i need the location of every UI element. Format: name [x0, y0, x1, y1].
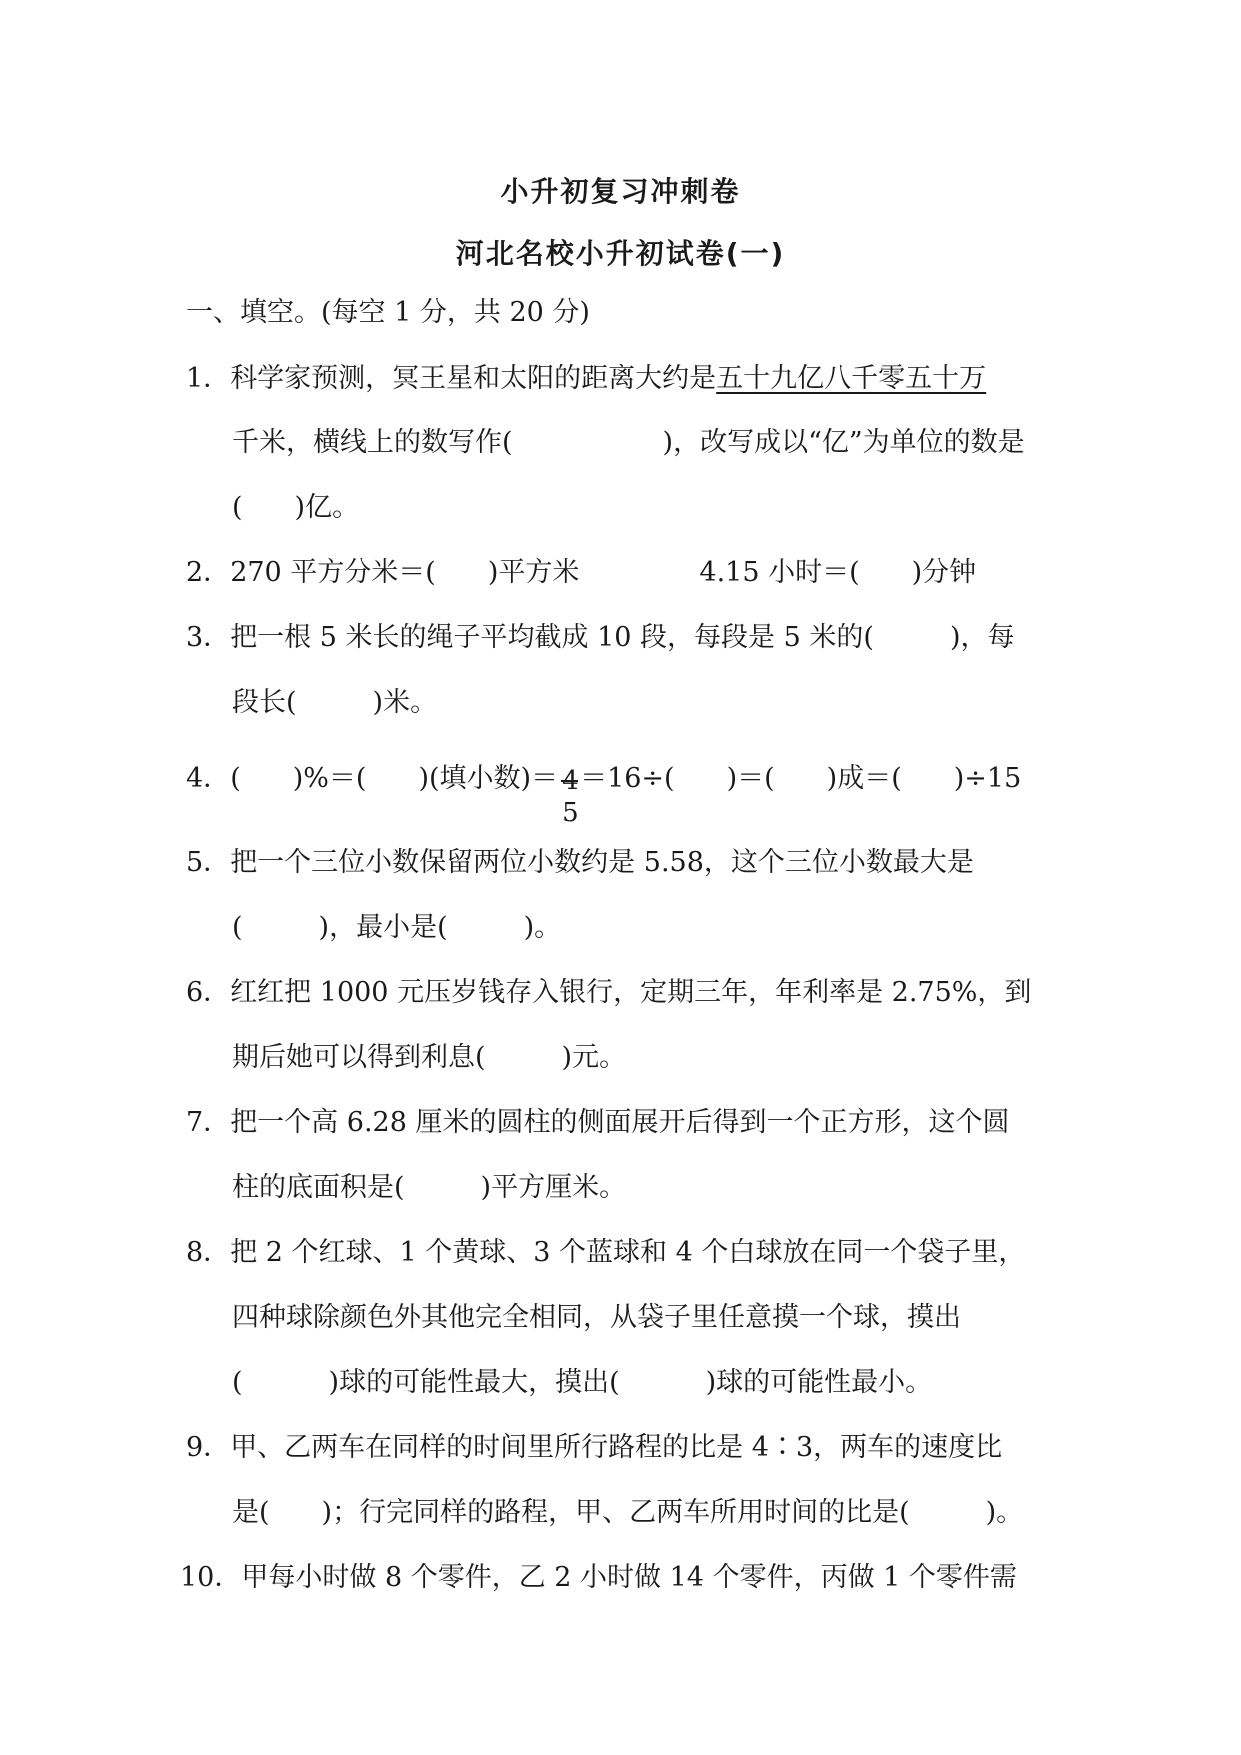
- question-4: 4．( )%＝( )(填小数)＝ 4 5 ＝16÷( )＝( )成＝( )÷15: [186, 746, 1021, 812]
- underlined-number-text: 五十九亿八千零五十万: [716, 363, 987, 394]
- page-title: 小升初复习冲刺卷: [500, 175, 741, 208]
- question-6-line-1: 6．红红把 1000 元压岁钱存入银行，定期三年，年利率是 2.75%，到: [186, 977, 1032, 1008]
- fraction-denominator: 5: [562, 797, 579, 828]
- question-number: 6．: [186, 977, 231, 1008]
- question-number: 3．: [186, 622, 231, 653]
- question-3-line-2: 段长( )米。: [232, 687, 438, 718]
- question-8-line-1: 8．把 2 个红球、1 个黄球、3 个蓝球和 4 个白球放在同一个袋子里，: [186, 1237, 1026, 1268]
- fraction-numerator: 4: [562, 765, 579, 796]
- question-number: 8．: [186, 1237, 231, 1268]
- question-9-line-1: 9．甲、乙两车在同样的时间里所行路程的比是 4∶3，两车的速度比: [186, 1432, 1003, 1463]
- question-number: 4．: [186, 763, 231, 794]
- question-number: 9．: [186, 1432, 231, 1463]
- question-number: 1．: [186, 363, 231, 394]
- question-3-line-1: 3．把一根 5 米长的绳子平均截成 10 段，每段是 5 米的( )，每: [186, 622, 1015, 653]
- question-number: 7．: [186, 1107, 231, 1138]
- question-6-line-2: 期后她可以得到利息( )元。: [232, 1042, 627, 1073]
- question-5-line-2: ( )，最小是( )。: [232, 912, 562, 943]
- question-number: 10．: [180, 1562, 242, 1593]
- question-1-line-3: ( )亿。: [232, 492, 360, 523]
- section-heading: 一、填空。(每空 1 分，共 20 分): [186, 297, 590, 328]
- question-number: 5．: [186, 847, 231, 878]
- question-8-line-3: ( )球的可能性最大，摸出( )球的可能性最小。: [232, 1367, 933, 1398]
- question-8-line-2: 四种球除颜色外其他完全相同，从袋子里任意摸一个球，摸出: [232, 1302, 961, 1333]
- question-10-line-1: 10．甲每小时做 8 个零件，乙 2 小时做 14 个零件，丙做 1 个零件需: [180, 1562, 1017, 1593]
- question-2: 2．270 平方分米＝( )平方米 4.15 小时＝( )分钟: [186, 557, 977, 588]
- question-7-line-2: 柱的底面积是( )平方厘米。: [232, 1172, 627, 1203]
- question-5-line-1: 5．把一个三位小数保留两位小数约是 5.58，这个三位小数最大是: [186, 847, 974, 878]
- question-1-line-1: 1．科学家预测，冥王星和太阳的距离大约是五十九亿八千零五十万: [186, 363, 987, 394]
- question-number: 2．: [186, 557, 231, 588]
- fraction-four-fifths: [560, 750, 579, 828]
- question-9-line-2: 是( )；行完同样的路程，甲、乙两车所用时间的比是( )。: [232, 1497, 1024, 1528]
- question-7-line-1: 7．把一个高 6.28 厘米的圆柱的侧面展开后得到一个正方形，这个圆: [186, 1107, 1010, 1138]
- page-subtitle: 河北名校小升初试卷(一): [455, 237, 786, 270]
- question-1-line-2: 千米，横线上的数写作( )，改写成以“亿”为单位的数是: [232, 427, 1025, 458]
